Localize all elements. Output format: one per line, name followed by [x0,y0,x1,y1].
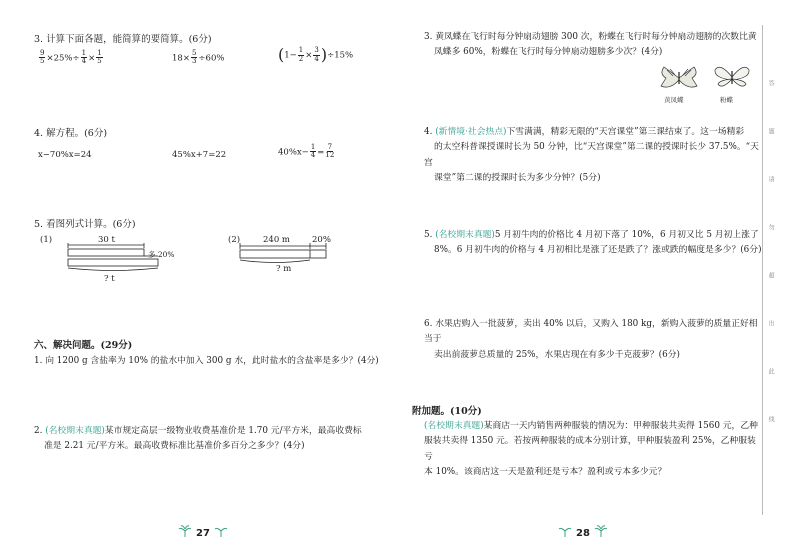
side-char: 请 [767,176,775,182]
q5-d2-pct-label: 20% [312,235,331,245]
side-char: 答 [767,80,775,86]
q3-expr-3: (1− $\frac{1}{2}$ × $\frac{3}{4}$ )÷15% [278,45,354,64]
side-char: 此 [767,368,775,374]
right-page [400,0,800,556]
problem-1: 1. 向 1200 g 含盐率为 10% 的盐水中加入 300 g 水，此时盐水的含盐率是多少？(4分) [34,356,379,366]
q4-eq-2: 45%x+7=22 [172,150,227,160]
swallowtail-butterfly-icon [658,64,700,92]
q5-d1-right-label: 多 20% [148,250,175,259]
side-char: 线 [767,416,775,422]
side-char: 勿 [767,224,775,230]
problem-5-tag: (名校期末真题) [435,230,495,240]
q5-title: 5. 看图列式计算。(6分) [34,219,136,230]
d2-bottom-brace [240,260,310,263]
q5-d2-label: (2) [228,235,241,245]
problem-3: 3. 黄凤蝶在飞行时每分钟扇动翅膀 300 次，粉蝶在飞行时每分钟扇动翅膀的次数比黄 凤蝶多 60%，粉蝶在飞行时每分钟扇动翅膀多少次？(4分) [424,32,757,58]
extra-title: 附加题。(10分) [412,406,482,417]
section-6-title: 六、解决问题。(29分) [34,340,133,351]
q3-expr-1: $\frac{9}{5}$ ×25%÷ $\frac{1}{4}$ × $\frac{1}{5}$ [40,49,102,66]
extra-problem-tag: (名校期末真题) [424,421,484,431]
sprout-icon [558,525,572,537]
q5-d1-top-label: 30 t [98,235,115,245]
binding-line [762,25,763,515]
sprout-icon [214,525,228,537]
d1-bottom-brace [68,268,158,271]
problem-2-tag: (名校期末真题) [45,426,105,436]
q3-title: 3. 计算下面各题，能简算的要简算。(6分) [34,34,212,45]
cabbage-butterfly-icon [712,62,752,92]
problem-6: 6. 水果店购入一批菠萝，卖出 40% 以后，又购入 180 kg，新购入菠萝的质量正好相当于 卖出前菠萝总质量的 25%，水果店现在有多少千克菠萝？(6分) [424,319,758,360]
side-char: 超 [767,272,775,278]
sprout-icon [178,525,192,537]
problem-4: 4. (新情境·社会热点)下雪满满，精彩无限的“天宫课堂”第三课结束了。这一场精彩 的太空科普课授课时长为 50 分钟，比“天宫课堂”第二课的授课时长少 37.5%。“天宫 课堂”第二课的授课时长为多少分钟？(5分) [424,127,759,184]
side-char: 题 [767,128,775,134]
page-number-left: 27 [196,528,210,539]
problem-5: 5. (名校期末真题)5 月初牛肉的价格比 4 月初下落了 10%，6 月初又比 5 月初上涨了 8%。6 月初牛肉的价格与 4 月初相比是涨了还是跌了？涨或跌的幅度是多少？(6分) [424,230,762,256]
side-char: 出 [767,320,775,326]
q5-d2-top-label: 240 m [263,235,290,245]
q4-title: 4. 解方程。(6分) [34,128,108,139]
q4-eq-1: x−70%x=24 [38,150,92,160]
problem-2: 2. (名校期末真题)某市规定高层一级物业收费基准价是 1.70 元/平方米，最高收费标 准是 2.21 元/平方米。最高收费标准比基准价多百分之多少？(4分) [34,426,362,452]
q3-expr-2: 18× $\frac{5}{3}$ ÷60% [172,49,225,66]
q5-d1-label: (1) [40,235,53,245]
extra-problem: (名校期末真题)某商店一天内销售两种服装的情况为：甲种服装共卖得 1560 元，乙种 服装共卖得 1350 元。若按两种服装的成本分别计算，甲种服装盈利 25%，乙种服装亏 本 10%。该商店这一天是盈利还是亏本？盈利或亏本多少元？ [424,421,758,478]
q4-eq-3: 40%x− $\frac{1}{4}$ = $\frac{7}{12}$ [278,143,335,160]
q5-d2-bottom-label: ? m [276,264,292,274]
d1-bar-a [68,249,144,256]
problem-4-tag: (新情境·社会热点) [435,127,507,137]
page-number-right: 28 [576,528,590,539]
q5-d1-bottom-label: ? t [104,274,115,284]
sprout-icon [594,525,608,537]
butterfly-label-1: 黄凤蝶 [664,96,684,104]
d2-bar [240,250,326,258]
d1-bar-b [68,259,158,266]
butterfly-label-2: 粉蝶 [720,96,733,104]
